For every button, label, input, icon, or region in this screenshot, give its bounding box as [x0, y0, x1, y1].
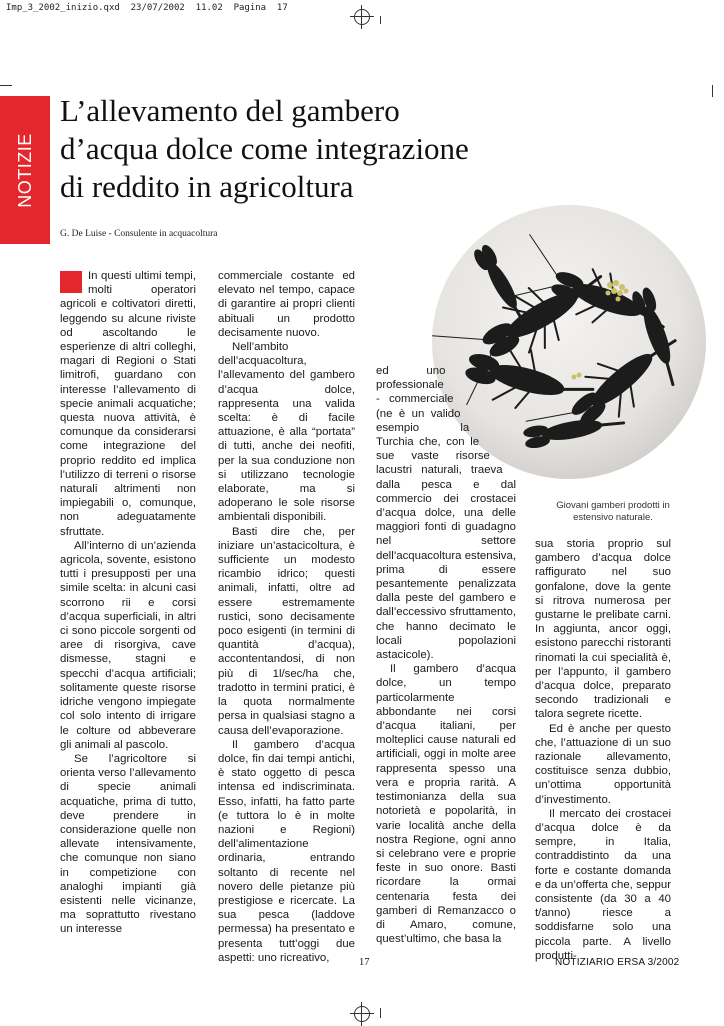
paragraph: Ed è anche per questo che, l’attuazione di un suo razionale allevamento, costituisce senza dubbio, un’ottima opportunità d’investimento.	[535, 722, 671, 806]
page-number: 17	[359, 957, 370, 968]
paragraph: Nell’ambito dell’acquacoltura, l’allevamento del gambero d’acqua dolce, rappresenta una valida scelta: è di facile attuazione, è alla “portata” di tutti, anche dei neofiti, per la sua conduzione non si utilizzano tecnologie elaborate, ma si adoperano le sole risorse ambientali disponibili.	[218, 341, 355, 524]
crayfish-shape	[523, 411, 625, 449]
magazine-footer: NOTIZIARIO ERSA 3/2002	[555, 957, 680, 968]
crop-mark	[380, 1008, 381, 1018]
crop-mark	[712, 85, 713, 97]
article-column-1	[60, 269, 196, 937]
paragraph: All’interno di un’azienda agricola, sovente, esistono tutti i presupposti per una simile scelta: in alcuni casi scorrono rii e corsi d’acqua superficiali, in altri ci sono piccole sorgenti od aree di risorgiva, cave dismesse, stagni e specchi d’acqua artificiali; solitamente queste risorse idriche vengono impiegate col solo intento di irrigare le colture od abbeverare gli animali al pascolo.	[60, 539, 196, 751]
registration-mark-bottom	[350, 1002, 374, 1026]
article-title	[60, 92, 660, 206]
section-label-text: NOTIZIE	[14, 132, 35, 208]
paragraph-text: In questi ultimi tempi, molti operatori agricoli e coltivatori diretti, leggendo su alcune riviste od ascoltando le esperienze di altri colleghi, magari di Regioni o Stati limitrofi, guardano con interesse l’allevamento di specie animali acquatiche; questa nuova attività, è comunque da considerarsi come integrazione del proprio reddito ed implica l’utilizzo di terreni o risorse naturali altrimenti non impiegabili o, comunque, non adeguatamente sfruttate.	[60, 270, 196, 538]
paragraph: sua storia proprio sul gambero d’acqua dolce raffigurato nel suo gonfalone, dove la gente si ritrova numerosa per gustarne le prelibate carni. In aggiunta, ancor oggi, esistono parecchi ristoranti rinomati la cui specialità è, per l’appunto, il gambero d’acqua dolce, preparato secondo tradizionali e talora segrete ricette.	[535, 538, 671, 721]
registration-mark-top	[350, 5, 374, 29]
section-label	[12, 100, 38, 240]
title-line: di reddito in agricoltura	[60, 169, 354, 204]
title-line: L’allevamento del gambero	[60, 93, 400, 128]
crop-mark	[380, 16, 381, 24]
print-slug: Imp_3_2002_inizio.qxd 23/07/2002 11.02 Pagina 17	[6, 3, 288, 13]
article-column-2	[218, 269, 355, 965]
paragraph: commerciale costante ed elevato nel tempo, capace di garantire ai propri clienti abituali un prodotto decisamente nuovo.	[218, 270, 355, 339]
title-line: d’acqua dolce come integrazione	[60, 131, 469, 166]
paragraph: ed uno professionale - commerciale (ne è un valido esempio la Turchia che, con le sue vaste risorse lacustri naturali, traeva dalla pesca e dal commercio dei crostacei d’acqua dolce, una delle maggiori fonti di guadagno nel settore dell’acquacoltura estensiva, prima di essere pesantemente penalizzata dalla peste del gambero e dall’eccessivo sfruttamento, che hanno decimato le locali popolazioni astacicole).	[376, 365, 516, 662]
paragraph: Se l’agricoltore si orienta verso l’allevamento di specie animali acquatiche, prima di tutto, deve prendere in considerazione quelle non allevate intensivamente, che comunque non siano in competizione con analoghi impianti già esistenti nelle vicinanze, ma soprattutto rivestano un interesse	[60, 752, 196, 936]
red-square-marker	[60, 271, 82, 293]
article-column-4	[535, 537, 671, 963]
paragraph: Il gambero d’acqua dolce, un tempo particolarmente abbondante nei corsi d’acqua italiani, per molteplici cause naturali ed artificiali, oggi in molte aree rappresenta spesso una vera e propria rarità. A testimonianza della sua notorietà e popolarità, in varie località anche della nostra Regione, ogni anno si celebrano vere e proprie feste in suo onore. Basti ricordare la ormai centenaria festa dei gamberi di Remanzacco o di Amaro, comune, quest’ultimo, che basa la	[376, 663, 516, 946]
byline: G. De Luise - Consulente in acquacoltura	[60, 229, 218, 239]
article-column-3	[376, 364, 516, 946]
photo-caption: Giovani gamberi prodotti in estensivo naturale.	[556, 500, 670, 523]
paragraph: Basti dire che, per iniziare un’astacicoltura, è sufficiente un modesto ricambio idrico; questi animali, infatti, oltre ad essere estremamente rustici, sono decisamente poco esigenti (in termini di quantità d’acqua), accontentandosi, di non più di 1l/sec/ha che, tradotto in termini pratici, è la quota normalmente persa in qualsiasi stagno a causa dell’evaporazione.	[218, 525, 355, 737]
paragraph	[60, 269, 196, 539]
paragraph: Il mercato dei crostacei d’acqua dolce è da sempre, in Italia, contraddistinto da una forte e costante domanda e da un’offerta che, seppur consistente (da 30 a 40 t/anno) riesce a soddisfarne solo una piccola parte. A livello produtti-	[535, 807, 671, 962]
paragraph: Il gambero d’acqua dolce, fin dai tempi antichi, è stato oggetto di pesca intensa ed indiscriminata. Esso, infatti, ha fatto parte (e tuttora lo è in molte nazioni e Regioni) dell’alimentazione ordinaria, entrando soltanto di recente nel novero delle pietanze più prestigiose e ricercate. La sua pesca (laddove permessa) ha presentato e presenta tutt’oggi due aspetti: uno ricreativo,	[218, 738, 355, 964]
crop-mark	[0, 85, 12, 86]
